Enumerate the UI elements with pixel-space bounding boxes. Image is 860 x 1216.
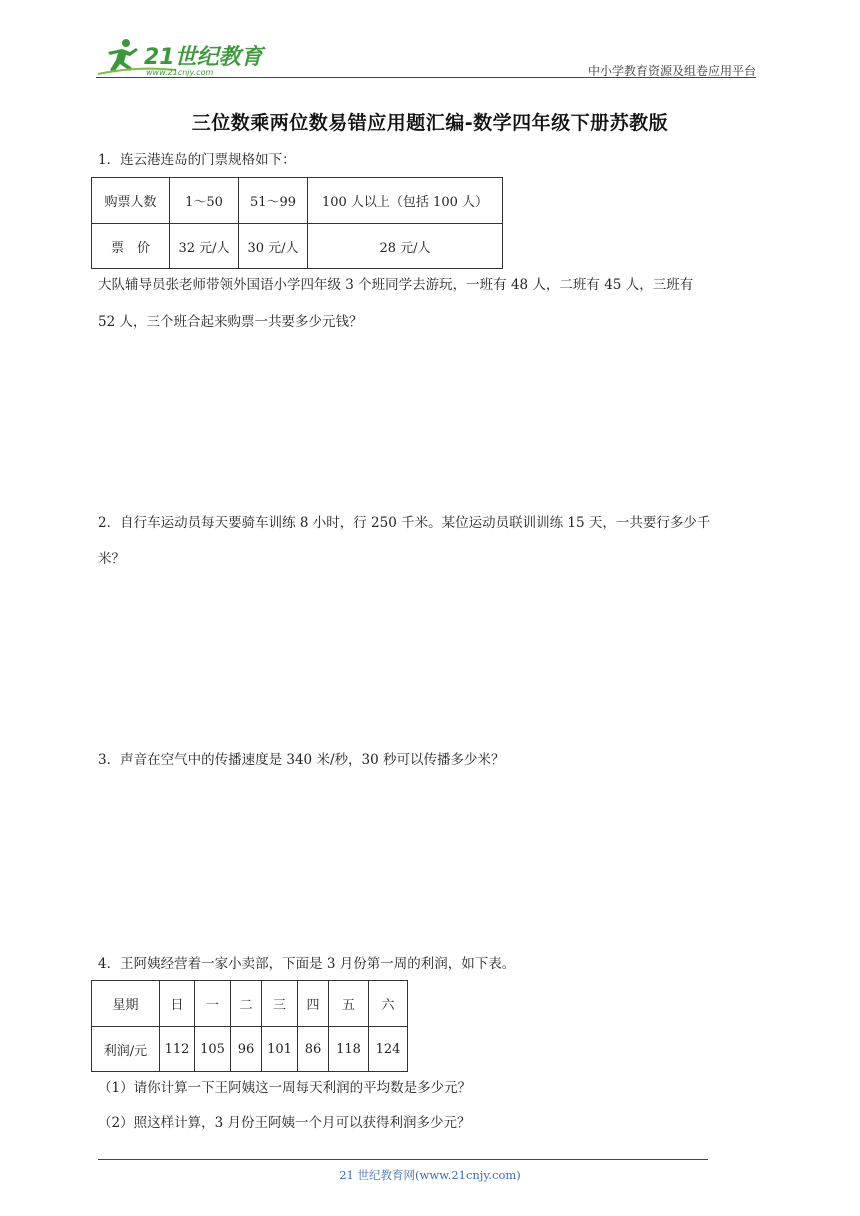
table-cell: 86 [298,1027,329,1072]
page-title: 三位数乘两位数易错应用题汇编-数学四年级下册苏教版 [191,112,669,134]
profit-table [91,980,408,1072]
table-cell: 票 价 [92,224,170,269]
table-cell: 51～99 [239,178,308,224]
q1-intro: 1．连云港连岛的门票规格如下： [98,152,296,168]
table-cell: 五 [329,981,369,1027]
table-cell: 32 元/人 [170,224,239,269]
platform-label: 中小学教育资源及组卷应用平台 [587,64,756,78]
table-cell: 星期 [92,981,160,1027]
logo-url: www.21cnjy.com [146,68,214,77]
table-cell: 30 元/人 [239,224,308,269]
runner-logo-icon [96,36,266,78]
table-cell: 124 [369,1027,408,1072]
logo-text: 21世纪教育 [144,45,263,70]
table-cell: 利润/元 [92,1027,160,1072]
table-cell: 三 [262,981,298,1027]
table-cell: 101 [262,1027,298,1072]
q1-text-line1: 大队辅导员张老师带领外国语小学四年级 3 个班同学去游玩，一班有 48 人，二班有 45 人，三班有 [98,277,694,293]
table-cell: 六 [369,981,408,1027]
table-cell: 二 [231,981,262,1027]
table-cell: 日 [160,981,195,1027]
table-cell: 105 [195,1027,231,1072]
table-cell: 118 [329,1027,369,1072]
table-cell: 四 [298,981,329,1027]
q4-sub1: （1）请你计算一下王阿姨这一周每天利润的平均数是多少元？ [98,1080,472,1096]
table-row [92,981,408,1027]
table-row [92,224,503,269]
q2-text-line1: 2．自行车运动员每天要骑车训练 8 小时，行 250 千米。某位运动员联训训练 15 天，一共要行多少千 [98,515,711,531]
ticket-price-table [91,177,503,269]
table-cell: 96 [231,1027,262,1072]
table-cell: 1～50 [170,178,239,224]
table-cell: 一 [195,981,231,1027]
table-cell: 100 人以上（包括 100 人） [308,178,503,224]
q3-text-line1: 3．声音在空气中的传播速度是 340 米/秒，30 秒可以传播多少米？ [98,752,505,768]
table-cell: 购票人数 [92,178,170,224]
table-row [92,178,503,224]
footer-link[interactable]: 21 世纪教育网(www.21cnjy.com) [339,1168,521,1182]
footer-divider [98,1159,708,1160]
table-row [92,1027,408,1072]
header-divider [96,77,756,78]
table-cell: 112 [160,1027,195,1072]
q1-text-line2: 52 人，三个班合起来购票一共要多少元钱？ [98,314,363,330]
table-cell: 28 元/人 [308,224,503,269]
q4-intro: 4．王阿姨经营着一家小卖部，下面是 3 月份第一周的利润，如下表。 [98,956,516,972]
q2-text-line2: 米？ [98,551,125,567]
q4-sub2: （2）照这样计算，3 月份王阿姨一个月可以获得利润多少元？ [98,1115,471,1131]
site-logo[interactable] [96,36,266,78]
